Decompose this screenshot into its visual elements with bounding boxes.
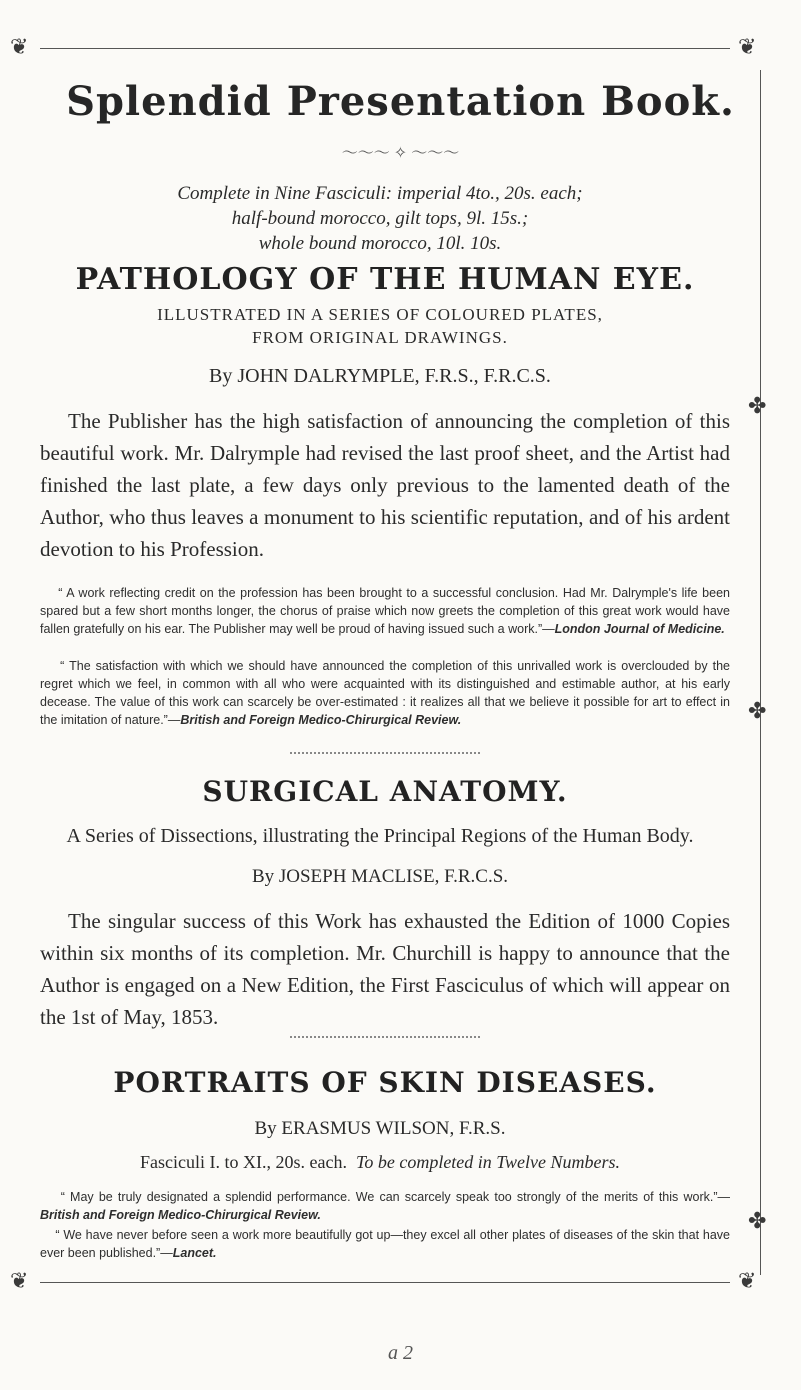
top-border-rule [40,48,730,49]
skin-details-italic: To be completed in Twelve Numbers. [355,1152,620,1172]
section-separator [290,1036,480,1038]
pathology-quote-1-source: London Journal of Medicine. [554,622,725,636]
pathology-subtitle-line1: ILLUSTRATED IN A SERIES OF COLOURED PLATES, [157,305,603,324]
skin-quote-2 [40,1226,730,1262]
pathology-details-line3: whole bound morocco, 10l. 10s. [258,233,502,254]
skin-author: By ERASMUS WILSON, F.R.S. [254,1118,506,1139]
floral-corner-icon: ❦ [10,34,29,59]
pathology-details-line2: half-bound morocco, gilt tops, 9l. 15s.; [231,208,529,229]
skin-quote-1-source: British and Foreign Medico-Chirurgical Review. [40,1208,321,1222]
floral-corner-icon: ❦ [738,1268,757,1293]
skin-details-plain: Fasciculi I. to XI., 20s. each. [140,1152,347,1172]
floral-side-icon: ✤ [748,1208,767,1233]
page-number: a 2 [388,1342,413,1364]
flourish-ornament-icon: ～～～ ✧ ～～～ [341,145,460,162]
surgical-body [40,905,730,1033]
surgical-title: SURGICAL ANATOMY. [202,775,568,808]
skin-quote-2-text: “ We have never before seen a work more beautifully got up—they excel all other plates of diseases of the skin that have ever been published.”— [40,1228,730,1260]
floral-corner-icon: ❦ [10,1268,29,1293]
page-title: Splendid Presentation Book. [66,78,735,125]
section-separator [290,752,480,754]
pathology-quote-1 [40,584,730,638]
floral-side-icon: ✤ [748,393,767,418]
pathology-quote-2 [40,657,730,729]
floral-side-icon: ✤ [748,698,767,723]
skin-quote-1 [40,1188,730,1224]
skin-details [30,1152,730,1173]
pathology-body-text: The Publisher has the high satisfaction of announcing the completion of this beautiful work. Mr. Dalrymple had revised the last proof sheet, and the Artist had finished the last plate, a few days only previous to the lamented death of the Author, who thus leaves a monument to his scientific reputation, and of his ardent devotion to his Profession. [40,409,730,561]
pathology-details-line1: Complete in Nine Fasciculi: imperial 4to., 20s. each; [177,183,583,204]
surgical-subtitle: A Series of Dissections, illustrating the Principal Regions of the Human Body. [66,825,694,847]
surgical-author: By JOSEPH MACLISE, F.R.C.S. [251,866,509,887]
bottom-border-rule [40,1282,730,1283]
pathology-quote-2-source: British and Foreign Medico-Chirurgical Review. [180,713,462,727]
skin-quote-2-source: Lancet. [172,1246,217,1260]
floral-corner-icon: ❦ [738,34,757,59]
pathology-body [40,405,730,565]
pathology-quote-2-text: “ The satisfaction with which we should have announced the completion of this unrivalled work is overclouded by the regret which we feel, in common with all who were acquainted with its distinguished and estimable author, at his early decease. The value of this work can scarcely be over-estimated : it realizes all that we believe it possible for art to effect in the imitation of nature.”— [40,659,730,727]
surgical-body-text: The singular success of this Work has exhausted the Edition of 1000 Copies within six months of its completion. Mr. Churchill is happy to announce that the Author is engaged on a New Edition, the First Fasciculus of which will appear on the 1st of May, 1853. [40,909,730,1029]
pathology-title: PATHOLOGY OF THE HUMAN EYE. [75,262,695,297]
skin-quote-1-text: “ May be truly designated a splendid performance. We can scarcely speak too strongly of the merits of this work.”— [60,1190,730,1204]
pathology-author: By JOHN DALRYMPLE, F.R.S., F.R.C.S. [209,365,551,387]
pathology-quote-1-text: “ A work reflecting credit on the profession has been brought to a successful conclusion. Had Mr. Dalrymple's life been spared but a few short months longer, the chorus of praise which now greets the completion of this great work would have fallen gratefully on his ear. The Publisher may well be proud of having issued such a work.”— [40,586,730,636]
pathology-subtitle-line2: FROM ORIGINAL DRAWINGS. [252,328,508,347]
skin-title: PORTRAITS OF SKIN DISEASES. [113,1066,657,1099]
